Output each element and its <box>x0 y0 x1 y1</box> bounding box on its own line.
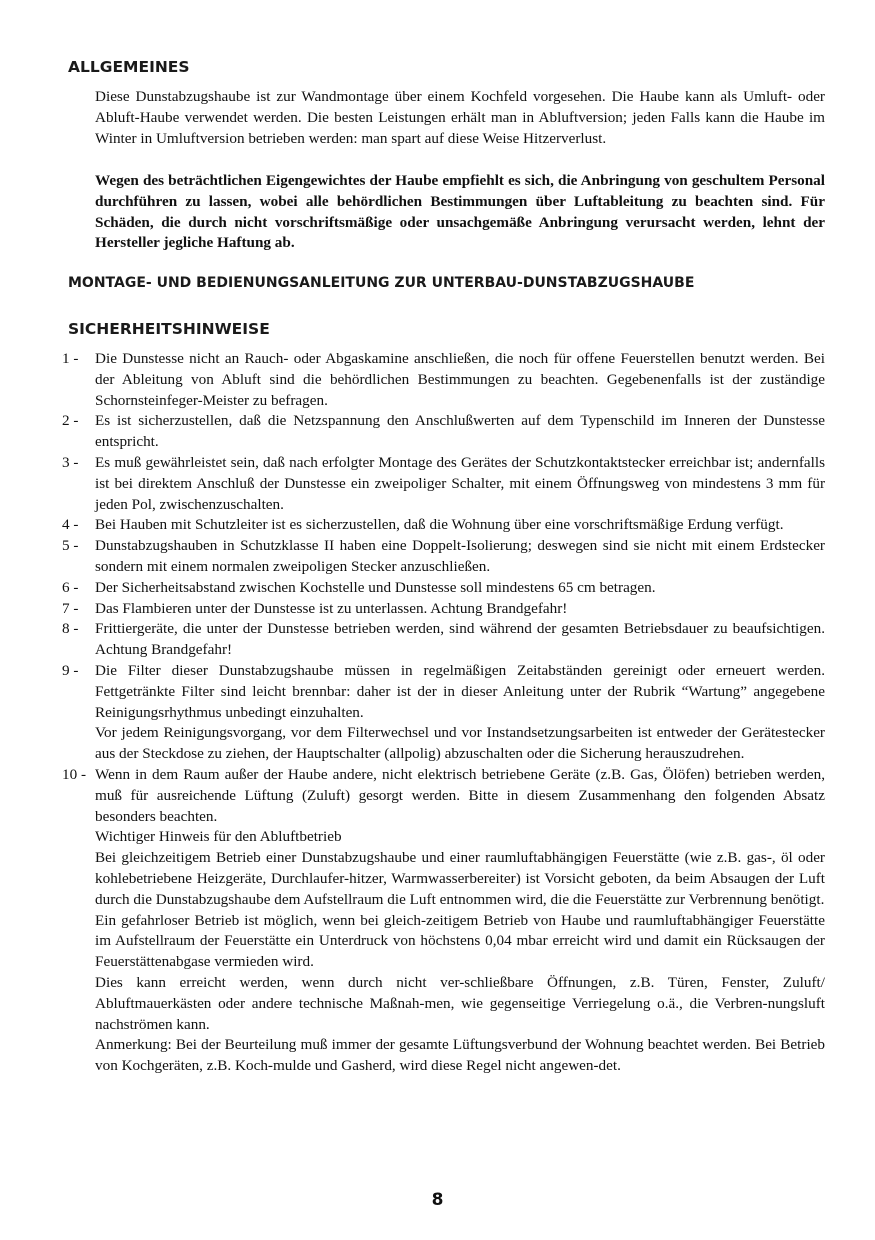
section-title-safety: SICHERHEITSHINWEISE <box>68 320 270 338</box>
safety-item-text: Dies kann erreicht werden, wenn durch nicht ver-schließbare Öffnungen, z.B. Türen, Fenster, Zuluft/ Abluftmauerkästen oder andere technische Maßnah-men, wie gegenseitige Verriegelung o.ä., die Verbren-nungsluft nachströmen kann. <box>95 973 825 1033</box>
safety-item-text: Wenn in dem Raum außer der Haube andere, nicht elektrisch betriebene Geräte (z.B. Gas, Ölöfen) betrieben werden, muß für ausreichende Lüftung (Zuluft) gesorgt werden. Bitte in diesem Zusammenhang den folgenden Absatz besonders beachten. <box>95 765 825 825</box>
safety-item-text: Bei gleichzeitigem Betrieb einer Dunstabzugshaube und einer raumluftabhängigen Feuerstätte (wie z.B. gas-, öl oder kohlebetriebene Heizgeräte, Durchlaufer-hitzer, Warmwasserbereiter) ist Vorsicht geboten, da beim Absaugen der Luft durch die Dunstabzugshaube dem Aufstellraum die Luft entnommen wird, die die Feuerstätte zur Verbrennung benötigt. <box>95 849 825 908</box>
installation-warning: Wegen des beträchtlichen Eigengewichtes der Haube empfiehlt es sich, die Anbringung von geschultem Personal durchführen zu lassen, wobei alle behördlichen Bestimmungen über Luftableitung zu beachten sind. Für Schäden, die durch nicht vorschriftsmäßige oder unsachgemäße Anbringung verursacht werden, lehnt der Hersteller jegliche Haftung ab. <box>95 172 825 252</box>
section-title-general: ALLGEMEINES <box>68 58 190 76</box>
safety-item-text: Die Dunstesse nicht an Rauch- oder Abgaskamine anschließen, die noch für offene Feuerstellen benutzt werden. Bei der Ableitung von Abluft sind die behördlichen Bestimmungen zu beachten. Gegebenenfalls ist der zuständige Schornsteinfeger-Meister zu befragen. <box>95 350 825 409</box>
safety-item <box>62 599 825 620</box>
section-title-manual: MONTAGE- UND BEDIENUNGSANLEITUNG ZUR UNTERBAU-DUNSTABZUGSHAUBE <box>68 275 695 291</box>
safety-item-number: 3 - <box>62 453 79 471</box>
safety-item <box>62 619 825 661</box>
safety-item-text: Frittiergeräte, die unter der Dunstesse betrieben werden, sind während der gesamten Betriebsdauer zu beaufsichtigen. Achtung Brandgefahr! <box>95 620 825 659</box>
safety-item <box>62 453 825 515</box>
safety-item-text: Es muß gewährleistet sein, daß nach erfolgter Montage des Gerätes der Schutzkontaktstecker erreichbar ist; andernfalls ist bei direktem Anschluß der Dunstesse ein zweipoliger Schalter, mit einem Öffnungsweg von mindestens 3 mm für jeden Pol, zwischenzuschalten. <box>95 453 825 513</box>
safety-item-text: Das Flambieren unter der Dunstesse ist zu unterlassen. Achtung Brandgefahr! <box>95 599 568 617</box>
safety-instructions-list <box>62 349 825 1077</box>
safety-item-text: Die Filter dieser Dunstabzugshaube müssen in regelmäßigen Zeitabständen gereinigt oder erneuert werden. Fettgetränkte Filter sind leicht brennbar: daher ist der in dieser Anleitung unter der Rubrik “Wartung” angegebene Reinigungsrhythmus unbedingt einzuhalten. <box>95 661 825 721</box>
safety-item-number: 1 - <box>62 350 79 367</box>
safety-item-number: 5 - <box>62 537 79 555</box>
safety-item <box>62 578 825 599</box>
safety-item-text: Es ist sicherzustellen, daß die Netzspannung den Anschlußwerten auf dem Typenschild im Inneren der Dunstesse entspricht. <box>95 412 825 451</box>
safety-item-number: 8 - <box>62 620 79 638</box>
safety-item <box>62 536 825 578</box>
safety-item <box>62 515 825 536</box>
safety-item <box>62 411 825 453</box>
safety-item-text: Dunstabzugshauben in Schutzklasse II haben eine Doppelt-Isolierung; deswegen sind sie nicht mit einem Erdstecker sondern mit einem normalen zweipoligen Stecker anzuschließen. <box>95 537 825 575</box>
safety-item-text: Ein gefahrloser Betrieb ist möglich, wenn bei gleich-zeitigem Betrieb von Haube und raumluftabhängiger Feuerstätte im Aufstellraum der Feuerstätte ein Unterdruck von höchstens 0,04 mbar erreicht wird und damit ein Rücksaugen der Feuerstättenabgase vermieden wird. <box>95 911 825 971</box>
safety-item-number: 9 - <box>62 661 79 679</box>
safety-item-number: 6 - <box>62 578 79 596</box>
safety-item-number: 4 - <box>62 516 79 534</box>
safety-item-text: Bei Hauben mit Schutzleiter ist es sicherzustellen, daß die Wohnung über eine vorschriftsmäßige Erdung verfügt. <box>95 516 784 534</box>
safety-item-number: 7 - <box>62 599 79 617</box>
safety-item-text: Wichtiger Hinweis für den Abluftbetrieb <box>95 828 342 846</box>
safety-item-text: Der Sicherheitsabstand zwischen Kochstelle und Dunstesse soll mindestens 65 cm betragen. <box>95 578 656 596</box>
safety-item <box>62 349 825 411</box>
page-number: 8 <box>431 1190 444 1210</box>
safety-item <box>62 765 825 1077</box>
safety-item-text: Anmerkung: Bei der Beurteilung muß immer der gesamte Lüftungsverbund der Wohnung beachtet werden. Bei Betrieb von Kochgeräten, z.B. Koch-mulde und Gasherd, wird diese Regel nicht angewen-det. <box>95 1036 825 1075</box>
safety-item-number: 2 - <box>62 412 79 430</box>
safety-item-text: Vor jedem Reinigungsvorgang, vor dem Filterwechsel und vor Instandsetzungsarbeiten ist entweder der Gerätestecker aus der Steckdose zu ziehen, der Hauptschalter (allpolig) abzuschalten oder die Sicherung herauszudrehen. <box>95 724 825 763</box>
general-paragraph: Diese Dunstabzugshaube ist zur Wandmontage über einem Kochfeld vorgesehen. Die Haube kann als Umluft- oder Abluft-Haube verwendet werden. Die besten Leistungen erhält man in Abluftversion; jeden Falls kann die Haube im Winter in Umluftversion betrieben werden: man spart auf diese Weise Hitzerverlust. <box>95 88 825 147</box>
safety-item-number: 10 - <box>62 765 87 783</box>
safety-item <box>62 661 825 765</box>
